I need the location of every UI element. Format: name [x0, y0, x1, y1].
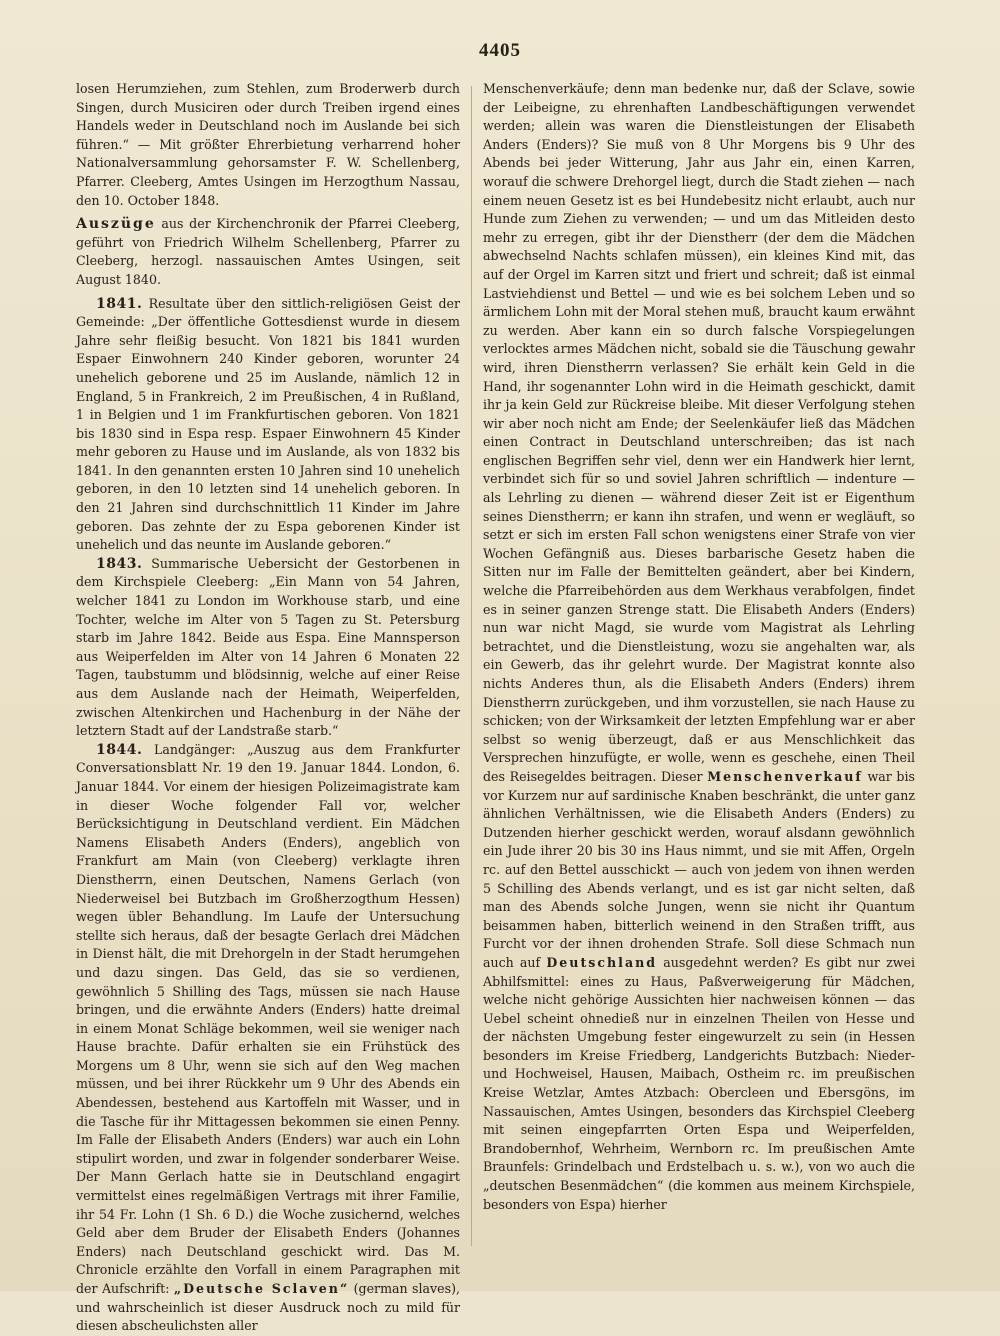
- left-column: [76, 80, 460, 1334]
- column-divider: [471, 86, 472, 1246]
- year-1841: 1841.: [96, 295, 143, 312]
- right-column: [483, 80, 915, 1260]
- year-1843: 1843.: [96, 555, 143, 572]
- entry-1844: [76, 741, 460, 1336]
- right-text-a: Menschenverkäufe; denn man bedenke nur, daß der Sclave, sowie der Leibeigne, zu ehrenhaften Landbeschäftigungen verwendet werden; allein was waren die Dienstleistungen der Elisabeth Anders (Enders)? Sie muß von 8 Uhr Morgens bis 9 Uhr des Abends bei jeder Witterung, Jahr aus Jahr ein, einen Karren, worauf die schwere Drehorgel liegt, durch die Stadt ziehen — nach einem neuen Gesetz ist es bei Hundebesitz nicht erlaubt, auch nur Hunde zum Ziehen zu verwenden; — und um das Mitleiden desto mehr zu erregen, gibt ihr der Dienstherr (der dem die Mädchen abwechselnd Nachts schlafen müssen), ein kleines Kind mit, das auf der Orgel im Karren sitzt und friert und schreit; daß ist einmal Lastviehdienst und Bettel — und wie es bei solchem Leben und so ärmlichem Lohn mit der Moral stehen muß, braucht kaum erwähnt zu werden. Aber kann ein so durch falsche Vorspiegelungen verlocktes armes Mädchen nicht, sobald sie die Täuschung gewahr wird, ihren Dienstherrn verlassen? Sie erhält kein Geld in die Hand, ihr sogenannter Lohn wird in die Heimath geschickt, damit ihr ja kein Geld zur Rückreise bleibe. Mit dieser Verfolgung stehen wir aber noch nicht am Ende; der Seelenkäufer ließ das Mädchen einen Contract in Deutschland unterschreiben; das ist nach englischen Begriffen sehr viel, denn wer ein Handwerk hier lernt, verbindet sich für so und soviel Jahren schriftlich — indenture — als Lehrling zu dienen — während dieser Zeit ist er Eigenthum seines Dienstherrn; er kann ihn strafen, und wenn er wegläuft, so setzt er sich im ersten Fall schon wenigstens einer Strafe von vier Wochen Gefängniß aus. Dieses barbarische Gesetz haben die Sitten nur im Falle der Bemittelten geändert, aber bei Kindern, welche die Pfarreibehörden aus dem Werkhaus verabfolgen, findet es in seiner ganzen Strenge statt. Die Elisabeth Anders (Enders) nun war nicht Magd, sie wurde vom Magistrat als Lehrling betrachtet, und die Dienstleistung, wozu sie angehalten war, als ein Gewerb, das ihr gelehrt wurde. Der Magistrat konnte also nichts Anderes thun, als die Elisabeth Anders (Enders) ihrem Dienstherrn zurückgeben, und ihm vorzustellen, sie nach Hause zu schicken; von der Wirksamkeit der letzten Empfehlung war er aber selbst so wenig überzeugt, daß er aus Menschlichkeit das Versprechen hinzufügte, er wolle, wenn es geschehe, einen Theil des Reisegeldes beitragen. Dieser: [483, 81, 915, 784]
- text-1843: Summarische Uebersicht der Gestorbenen in dem Kirchspiele Cleeberg: „Ein Mann von 54 Jahren, welcher 1841 zu London im Workhouse starb, und eine Tochter, welche im Alter von 5 Tagen zu St. Petersburg starb im Jahre 1842. Beide aus Espa. Eine Mannsperson aus Weiperfelden im Alter von 14 Jahren 6 Monaten 22 Tagen, taubstumm und blödsinnig, welche auf einer Reise aus dem Auslande nach der Heimath, Weiperfelden, zwischen Altenkirchen und Hachenburg in der Nähe der letztern Stadt auf der Landstraße starb.“: [76, 555, 460, 739]
- intro-paragraph: losen Herumziehen, zum Stehlen, zum Broderwerb durch Singen, durch Musiciren oder durch Treiben irgend eines Handels weder in Deutschland noch im Auslande bei sich führen.“ — Mit größter Ehrerbietung verharrend hoher Nationalversammlung gehorsamster F. W. Schellenberg, Pfarrer. Cleeberg, Amtes Usingen im Herzogthum Nassau, den 10. October 1848.: [76, 81, 460, 208]
- entry-1841: [76, 295, 460, 555]
- text-1841: Resultate über den sittlich-religiösen Geist der Gemeinde: „Der öffentliche Gottesdienst wurde in diesem Jahre sehr fleißig besucht. Von 1821 bis 1841 wurden Espaer Einwohnern 240 Kinder geboren, worunter 24 unehelich geborene und 25 im Auslande, nämlich 12 in England, 5 in Frankreich, 2 im Preußischen, 4 in Rußland, 1 in Belgien und 1 im Frankfurtischen geboren. Von 1821 bis 1830 sind in Espa resp. Espaer Einwohnern 45 Kinder mehr geboren zu Hause und im Auslande, als von 1832 bis 1841. In den genannten ersten 10 Jahren sind 10 unehelich geboren, in den 10 letzten sind 14 unehelich geboren. In den 21 Jahren sind durchschnittlich 11 Kinder im Jahre geboren. Das zehnte der zu Espa geborenen Kinder ist unehelich und das neunte im Auslande geboren.“: [76, 295, 460, 553]
- text-1844-end: (german slaves), und wahrscheinlich ist dieser Ausdruck noch zu mild für diesen abscheulichsten aller: [76, 1281, 460, 1334]
- menschenverkauf-emphasis: Menschenverkauf: [707, 768, 863, 784]
- deutschland-emphasis: Deutschland: [546, 954, 658, 970]
- right-column-paragraph: [483, 80, 915, 1214]
- auszuege-paragraph: [76, 215, 460, 289]
- entry-1843: [76, 555, 460, 741]
- text-1844: Landgänger: „Auszug aus dem Frankfurter Conversationsblatt Nr. 19 den 19. Januar 1844. London, 6. Januar 1844. Vor einem der hiesigen Polizeimagistrate kam in dieser Woche folgender Fall vor, welcher Berücksichtigung in Deutschland verdient. Ein Mädchen Namens Elisabeth Anders (Enders), angeblich von Frankfurt am Main (von Cleeberg) verklagte ihren Dienstherrn, einen Deutschen, Namens Gerlach (von Niederweisel bei Butzbach im Großherzogthum Hessen) wegen übler Behandlung. Im Laufe der Untersuchung stellte sich heraus, daß der besagte Gerlach drei Mädchen in Dienst hält, die mit Drehorgeln in der Stadt herumgehen und dazu singen. Das Geld, das sie so verdienen, gewöhnlich 5 Shilling des Tags, müssen sie nach Hause bringen, und die erwähnte Anders (Enders) hatte dreimal in einem Monat Schläge bekommen, weil sie weniger nach Hause brachte. Dafür erhalten sie ein Frühstück des Morgens um 8 Uhr, wenn sie sich auf den Weg machen müssen, und bei ihrer Rückkehr um 9 Uhr des Abends ein Abendessen, bestehend aus Kartoffeln mit Wasser, und in die Tasche für ihr Mittagessen bekommen sie einen Penny. Im Falle der Elisabeth Anders (Enders) war auch ein Lohn stipulirt worden, und zwar in folgender sonderbarer Weise. Der Mann Gerlach hatte sie in Deutschland engagirt vermittelst eines regelmäßigen Vertrags mit ihrer Familie, ihr 54 Fr. Lohn (1 Sh. 6 D.) die Woche zusichernd, welches Geld aber dem Bruder der Elisabeth Enders (Johannes Enders) nach Deutschland geschickt wird. Das M. Chronicle erzählte den Vorfall in einem Paragraphen mit der Aufschrift:: [76, 741, 460, 1296]
- deutsche-sclaven-heading: „Deutsche Sclaven“: [173, 1281, 350, 1296]
- year-1844: 1844.: [96, 741, 143, 758]
- right-text-b: war bis vor Kurzem nur auf sardinische Knaben beschränkt, die unter ganz ähnlichen Verhältnissen, wie die Elisabeth Anders (Enders) zu Dutzenden hierher geschickt werden, worauf alsdann gewöhnlich ein Jude ihrer 20 bis 30 ins Haus nimmt, und sie mit Affen, Orgeln rc. auf den Bettel ausschickt — auch von jedem von ihnen werden 5 Schilling des Abends verlangt, und es ist gar nicht selten, daß man des Abends solche Jungen, wenn sie nicht ihr Quantum beisammen haben, bitterlich weinend in den Straßen trifft, aus Furcht vor der ihnen drohenden Strafe. Soll diese Schmach nun auch auf: [483, 768, 915, 970]
- right-text-c: ausgedehnt werden? Es gibt nur zwei Abhilfsmittel: eines zu Haus, Paßverweigerung für Mädchen, welche nicht gehörige Aussichten hier nachweisen können — das Uebel scheint ohnedieß nur in einzelnen Theilen von Hesse und der nächsten Umgebung fester eingewurzelt zu sein (in Hessen besonders im Kreise Friedberg, Landgerichts Butzbach: Nieder- und Hochweisel, Hausen, Maibach, Ostheim rc. im preußischen Kreise Wetzlar, Amtes Atzbach: Obercleen und Ebersgöns, im Nassauischen, Amtes Usingen, besonders das Kirchspiel Cleeberg mit seinen eingepfarrten Orten Espa und Weiperfelden, Brandobernhof, Wehrheim, Wernborn rc. Im preußischen Amte Braunfels: Grindelbach und Erdstelbach u. s. w.), von wo auch die „deutschen Besenmädchen“ (die kommen aus meinem Kirchspiele, besonders von Espa) hierher: [483, 954, 915, 1212]
- auszuege-text: aus der Kirchenchronik der Pfarrei Cleeberg, geführt von Friedrich Wilhelm Schellenberg, Pfarrer zu Cleeberg, herzogl. nassauischen Amtes Usingen, seit August 1840.: [76, 216, 460, 287]
- auszuege-heading: Auszüge: [76, 216, 156, 233]
- page-number: 4405: [479, 40, 521, 61]
